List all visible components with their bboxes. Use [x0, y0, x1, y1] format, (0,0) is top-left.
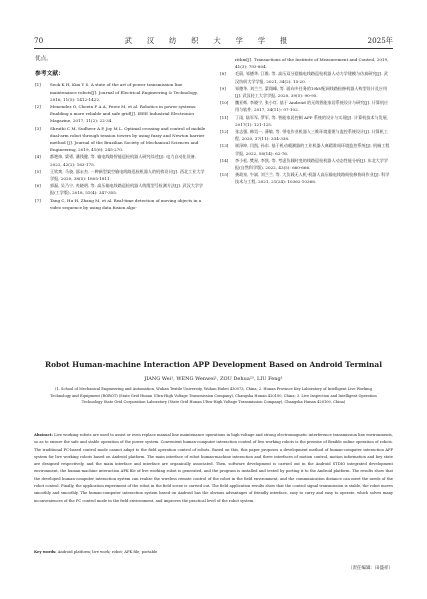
reference-number: [2]: [35, 104, 41, 110]
right-column: [220, 56, 392, 186]
reference-number: [14]: [220, 157, 229, 163]
reference-number: [13]: [220, 143, 229, 149]
abstract-text: Live working robots are used to assist or even replace manual line maintenance operations in high-voltage and strong electromagnetic interference transmission line environments, so as to ensure the safe and stable operation of the power system. Convenient human-computer interaction control of live working robots is the premise of flexible online operation of robots. The traditional PC-based control mode cannot adapt to the field operation control of robots. Based on this, this paper proposes a development method of human-computer interaction APP system for live working robots based on Android platform. The main interface of robot human-machine interaction and three interfaces of motion control, motion information and key state are designed respectively, and the main interface and interface are organically associated. Then, software development is carried out in the Android STDIO integrated development environment, the human-machine interaction APK file of live working robot is generated, and the program is installed and tested by porting it to the Android platform. The results show that the developed human-computer interaction system can realize the wireless remote control of the robot in the field environment, and the communication distance can meet the needs of the robot control. Finally, the application experiment of the robot in the field scene is carried out. The field application results show that the control signal transmission is stable, the robot moves smoothly and smoothly. The human-computer interaction system based on Android has the obvious advantages of friendly interface, easy to carry and easy to operate, which solves many inconveniences of the PC control mode in the field environment, and improves the practical level of the robot system.: [34, 433, 393, 503]
english-authors: JIANG Wei¹, WENG Wenwei¹, ZOU Dehua²³, LIU Feng¹: [144, 376, 283, 382]
reference-text: 龚政泉, 牛斌, 刘兰兰, 等. 大负载无人机-机器人高压输电线路间检修协同作业[J]. 科学技术与工程, 2021, 21(24): 10362-10368.: [235, 172, 390, 185]
reference-item: [35, 103, 207, 125]
reference-item: [35, 182, 207, 196]
reference-text: Menendez O, Cheein F A A, Perez M, et al. Robotics in power systems: Enabling a more reliable and safe grid[J]. IEEE Industrial Electronics Magazine, 2017, 11(2): 22-34.: [50, 104, 197, 124]
reference-number: [9]: [220, 85, 226, 91]
reference-number: [7]: [35, 197, 41, 203]
reference-item: [220, 128, 392, 142]
journal-name: 武汉纺织大学学报: [124, 36, 303, 45]
references-heading: 参考文献：: [35, 71, 64, 78]
reference-number: [1]: [35, 82, 41, 88]
english-abstract: [34, 432, 393, 505]
reference-text: Tang C, Hu H, Zhang M, et al. Real-time detection of moving objects in a video sequence by using data fusion algo-: [50, 197, 202, 210]
reference-item: [35, 168, 207, 182]
reference-number: [4]: [35, 154, 41, 160]
body-tail-text: 优点。: [35, 56, 52, 62]
reference-number: [15]: [220, 172, 229, 178]
reference-item: [220, 99, 392, 113]
reference-text: 邹德华, 刘兰兰, 蒙翔峰, 等. 面向多任务的10kV配网线路检修机器人构型设计及应用[J]. 武汉轻工大学学报, 2020, 39(5): 90-95.: [235, 85, 388, 99]
reference-item: [35, 81, 207, 103]
reference-text: 崔泽坤, 闫凯, 孙东. 基于机动载测器的工业机器人离精准间环境监控系统[J]. 机械工程学报, 2022, 58(14): 62-76.: [235, 143, 390, 156]
reference-item: [220, 70, 392, 84]
reference-item: [220, 171, 392, 185]
reference-item: [35, 125, 207, 154]
english-title: Robot Human-machine Interaction APP Development Based on Android Terminal: [44, 360, 383, 369]
reference-number: [3]: [35, 125, 41, 131]
header-rule: [34, 48, 393, 49]
reference-item: [220, 85, 392, 99]
reference-item: [220, 142, 392, 156]
english-keywords: [34, 550, 393, 554]
reference-text: 都艳炜, 梁勇, 潘钱健, 等. 输电线路智能巡检机器人研究综述[J]. 电力自动化设备, 2022, 42(2): 163-175.: [50, 154, 197, 167]
reference-item: [220, 114, 392, 128]
reference-text: 丁雨, 陆军军, 罗军, 等. 智能家居控制 APP 系统的设计与实现[J]. 计算机技术与发展, 2017(1): 121-125.: [235, 114, 389, 127]
reference-item: [35, 153, 207, 167]
reference-text: Shruthi C M, Sudheer A P, Joy M L. Optimal crossing and control of mobile dual-arm robot through tension towers by using fuzzy and Newton barrier method [J]. Journal of the Brazilian Society of Mechanical Sciences and Engineering, 2019, 41(6): 245-270.: [50, 125, 206, 153]
reference-text: 王钦爽, 马骁, 邵永杰. 一种新型架空输电线路巡检机器人的机构设计[J]. 西北工业大学学报, 2020, 38(5): 1805-1811.: [50, 168, 205, 182]
reference-text: 张志强, 韩昊一, 薄敏, 等. 带电作业机器人三维环境重建与监控系统设计[J]. 计算机工程, 2020, 37(11): 334-338.: [235, 129, 388, 142]
reference-number: [10]: [220, 100, 229, 106]
page-number: 70: [34, 36, 44, 45]
reference-text: Seok K H, Kim Y S. A state of the art of power transmission line maintenance robots[J]. Journal of Electrical Engineering & Technology, 2016, 11(5): 1412-1422.: [50, 82, 198, 102]
reference-item: [220, 56, 392, 70]
reference-text: 魏亚辉, 李晓宁, 张小红. 基于 Android 的无线智能家居系统设计与研究[J]. 计算机应用与软件, 2017, 34(11): 97-102.: [235, 100, 389, 113]
reference-number: [6]: [35, 183, 41, 189]
left-column: [35, 56, 207, 211]
reference-number: [5]: [35, 168, 41, 174]
reference-text: 李小松, 樊星, 李凯, 等. 考虑负载时变的线路巡检机器人动态性能分析[J]. 东北大学学报(自然科学版), 2022, 43(5): 660-666.: [235, 157, 388, 171]
reference-item: [35, 197, 207, 211]
reference-number: [12]: [220, 129, 229, 135]
reference-number: [11]: [220, 114, 229, 120]
editor-note: （责任编辑：田盛祥）: [348, 566, 393, 571]
abstract-label: Abstract:: [34, 433, 53, 437]
keywords-text: Android platform; live work; robot; APK file; portable: [57, 550, 158, 554]
reference-item: [220, 157, 392, 171]
reference-text: rithm[J]. Transactions of the Institute of Measurement and Control, 2019, 41(3): 793-804.: [235, 57, 389, 70]
reference-text: 郭磊, 吴乃宁, 麦晓明, 等. 高压输电线路巡检机器人线缆型号检测方法[J]. 武汉大学学报(工学版), 2018, 51(4): 347-355.: [50, 183, 203, 196]
reference-text: 毛蔚, 邹德华, 江维, 等. 高压双分裂输电线路巡检机器人动力学建模与仿真研究[J]. 武汉纺织大学学报, 2021, 34(2): 15-20.: [235, 71, 388, 84]
journal-year: 2025年: [367, 36, 393, 45]
running-header: [34, 36, 393, 48]
english-affiliation: (1. School of Mechanical Engineering and Automation, Wuhan Textile University, Wuhan Hubei 430073, China; 2. Hunan Province Key Laboratory of Intelligent Live Working Technology and Equipment (ROBOT) (State Grid Hunan Ultra-High Voltage Transmission Company), Changsha Hunan 420100, China; 3. Live Inspection and Intelligent Operation Technology State Grid Corporation Laboratory (State Grid Hunan Ultra-High Voltage Transmission Company), Changsha Hunan 420100, China): [50, 387, 377, 405]
reference-number: [8]: [220, 71, 226, 77]
keywords-label: Key words:: [34, 550, 57, 554]
